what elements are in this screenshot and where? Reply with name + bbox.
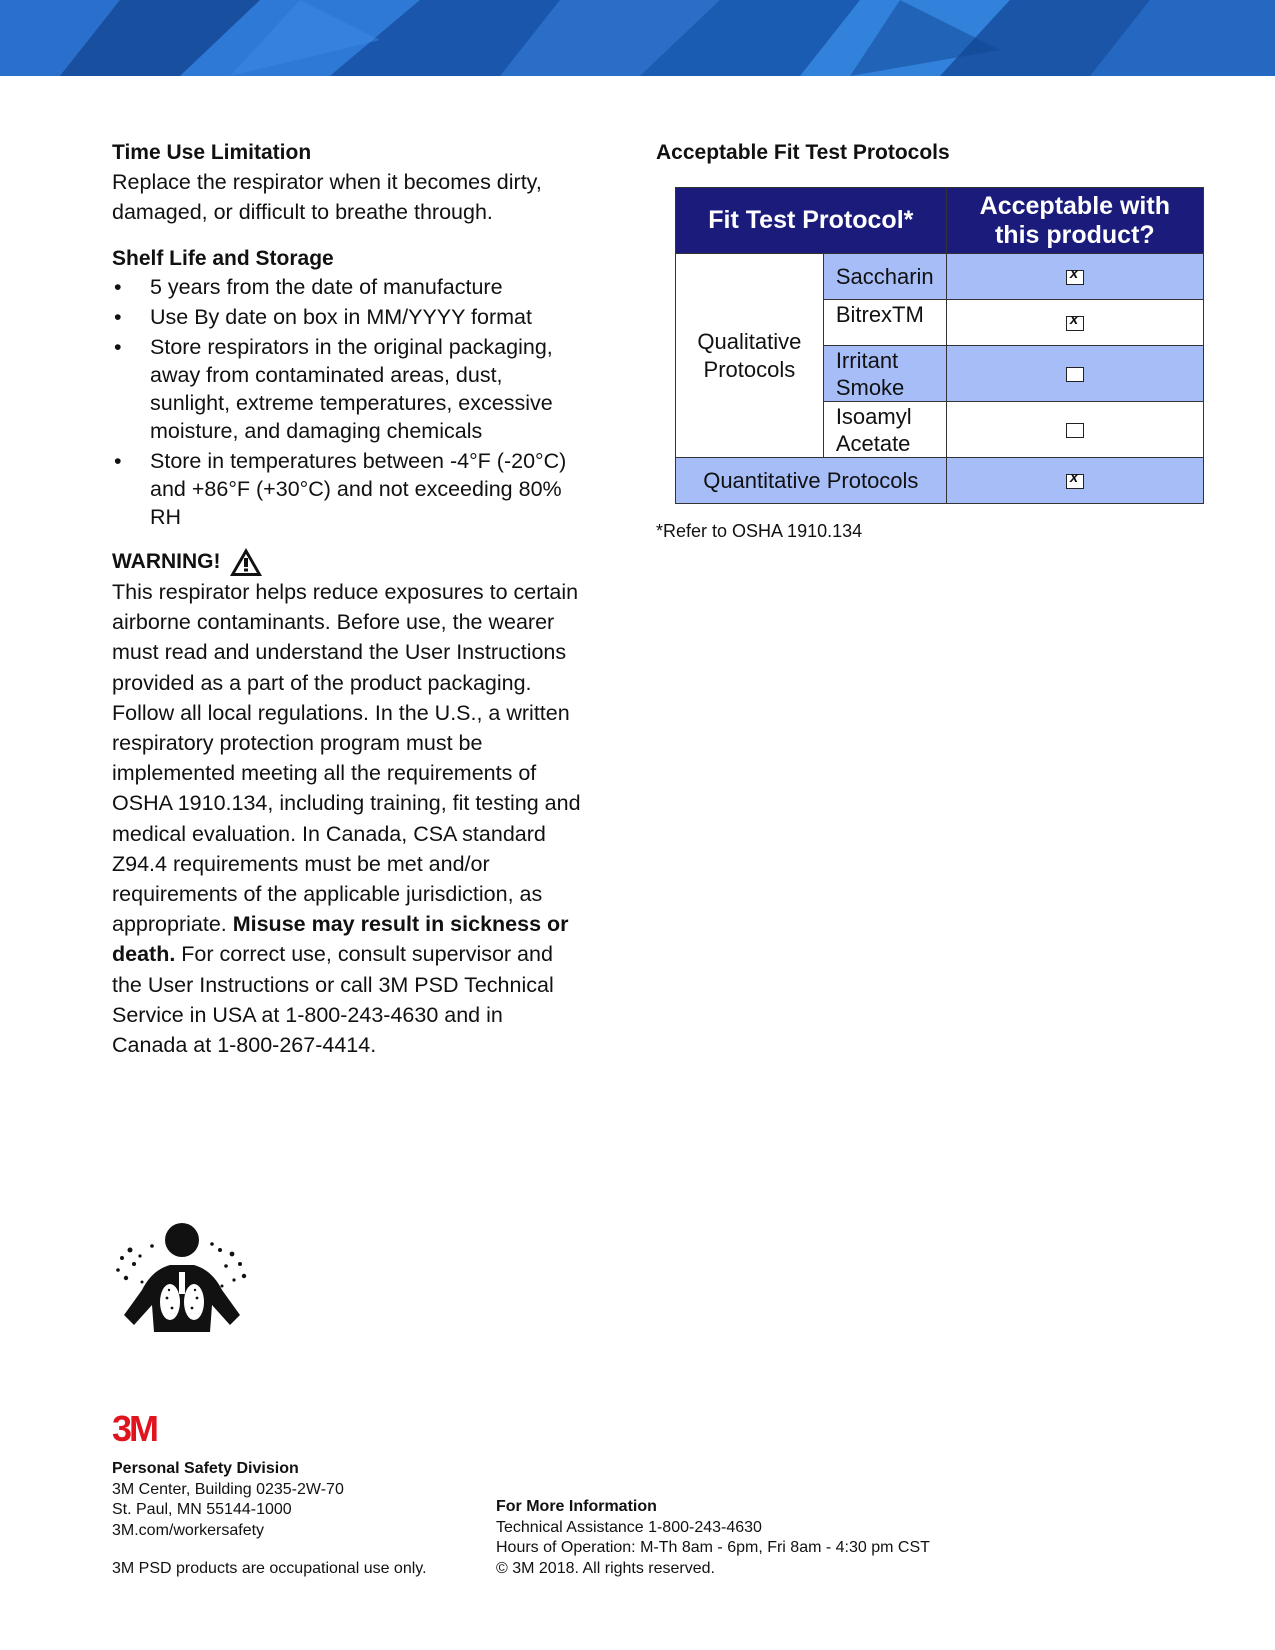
left-column <box>112 139 582 1060</box>
shelf-life-list <box>112 273 582 531</box>
list-item: • Store in temperatures between -4°F (-20°C) and +86°F (+30°C) and not exceeding 80% RH <box>112 447 582 531</box>
table-row <box>676 254 1204 300</box>
more-info-heading: For More Information <box>496 1498 657 1515</box>
time-use-text: Replace the respirator when it becomes dirty, damaged, or difficult to breathe through. <box>112 170 542 224</box>
tech-assist: Technical Assistance 1-800-243-4630 <box>496 1518 762 1536</box>
address-line: 3M Center, Building 0235-2W-70 <box>112 1480 344 1498</box>
table-header-row <box>676 188 1204 254</box>
website-link[interactable]: 3M.com/workersafety <box>112 1521 265 1539</box>
fit-test-table <box>675 187 1204 504</box>
right-column <box>656 139 1216 187</box>
3m-logo <box>112 1412 176 1444</box>
warning-text <box>112 577 582 1060</box>
osha-note: *Refer to OSHA 1910.134 <box>656 521 863 541</box>
header-banner <box>0 0 1275 76</box>
warning-text-bold: Misuse may result in sickness or death. <box>112 912 569 967</box>
respiratory-hazard-icon <box>112 1220 252 1335</box>
time-use-heading: Time Use Limitation <box>112 141 312 164</box>
checkbox-cell <box>946 458 1203 504</box>
warning-heading: WARNING! <box>112 550 221 573</box>
quantitative-label: Quantitative Protocols <box>676 458 947 504</box>
footer-left <box>112 1459 427 1580</box>
protocol-name: Saccharin <box>823 254 946 300</box>
shelf-life-heading: Shelf Life and Storage <box>112 247 334 270</box>
empty-box-icon <box>1066 423 1084 438</box>
warning-header <box>112 547 582 577</box>
warning-triangle-icon <box>229 547 263 577</box>
list-item: • Use By date on box in MM/YYYY format <box>112 303 582 331</box>
qualitative-label: Qualitative Protocols <box>676 254 824 458</box>
warning-text-part2: For correct use, consult supervisor and the User Instructions or call 3M PSD Technical Service in USA at 1-800-243-4630 and in Canada at 1-800-267-4414. <box>112 942 554 1058</box>
copyright: © 3M 2018. All rights reserved. <box>496 1559 715 1577</box>
header-protocol: Fit Test Protocol* <box>676 188 947 254</box>
svg-text:3M: 3M <box>112 1412 157 1444</box>
empty-box-icon <box>1066 367 1084 382</box>
checkbox-cell <box>946 346 1203 402</box>
address-line: St. Paul, MN 55144-1000 <box>112 1501 292 1518</box>
fit-test-title: Acceptable Fit Test Protocols <box>656 141 950 164</box>
warning-text-part1: This respirator helps reduce exposures to certain airborne contaminants. Before use, the wearer must read and understand the User Instructions provided as a part of the product packaging. Follow all local regulations. In the U.S., a written respiratory protection program must be implemented meeting all the requirements of OSHA 1910.134, including training, fit testing and medical evaluation. In Canada, CSA standard Z94.4 requirements must be met and/or requirements of the applicable jurisdiction, as appropriate. <box>112 580 581 937</box>
checked-box-icon <box>1066 474 1084 489</box>
checked-box-icon <box>1066 316 1084 331</box>
header-acceptable: Acceptable with this product? <box>946 188 1203 254</box>
protocol-name: Isoamyl Acetate <box>823 402 946 458</box>
occupational-note: 3M PSD products are occupational use only. <box>112 1560 427 1577</box>
division-name: Personal Safety Division <box>112 1460 299 1477</box>
checked-box-icon <box>1066 270 1084 285</box>
protocol-name: BitrexTM <box>823 300 946 346</box>
table-row <box>676 458 1204 504</box>
checkbox-cell <box>946 254 1203 300</box>
list-item: • Store respirators in the original packaging, away from contaminated areas, dust, sunlight, extreme temperatures, excessive moisture, and damaging chemicals <box>112 333 582 445</box>
checkbox-cell <box>946 402 1203 458</box>
hours: Hours of Operation: M-Th 8am - 6pm, Fri 8am - 4:30 pm CST <box>496 1539 930 1556</box>
footer-right <box>496 1497 930 1579</box>
checkbox-cell <box>946 300 1203 346</box>
list-item: • 5 years from the date of manufacture <box>112 273 582 301</box>
protocol-name: Irritant Smoke <box>823 346 946 402</box>
